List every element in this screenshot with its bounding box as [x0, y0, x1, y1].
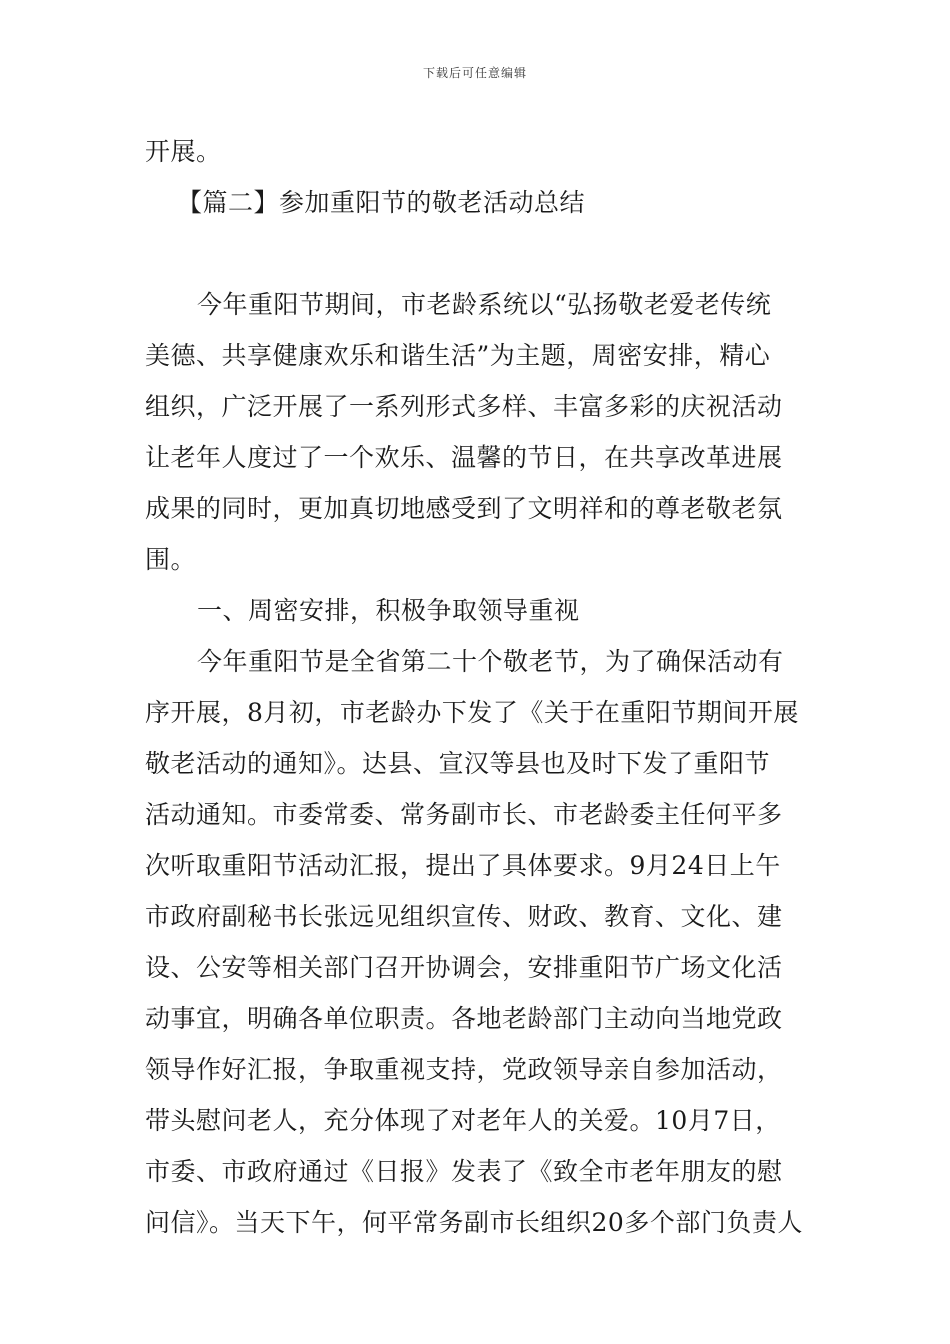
paragraph-line: 领导作好汇报，争取重视支持，党政领导亲自参加活动， — [145, 1055, 783, 1084]
paragraph-line: 动事宜，明确各单位职责。各地老龄部门主动向当地党政 — [145, 1004, 783, 1033]
paragraph-line: 组织，广泛开展了一系列形式多样、丰富多彩的庆祝活动 — [145, 392, 783, 421]
document-body — [145, 126, 807, 1248]
paragraph-line: 让老年人度过了一个欢乐、温馨的节日，在共享改革进展 — [145, 443, 783, 472]
paragraph-line: 开展。 — [145, 137, 222, 166]
paragraph-line: 成果的同时，更加真切地感受到了文明祥和的尊老敬老氛 — [145, 494, 783, 523]
paragraph-line: 围。 — [145, 545, 197, 574]
paragraph-line: 市委、市政府通过《日报》发表了《致全市老年朋友的慰 — [145, 1157, 783, 1186]
paragraph-line: 问信》。当天下午，何平常务副市长组织20多个部门负责人 — [145, 1208, 803, 1237]
blank-line — [145, 228, 807, 279]
paragraph-line: 设、公安等相关部门召开协调会，安排重阳节广场文化活 — [145, 953, 783, 982]
subsection-heading: 一、周密安排，积极争取领导重视 — [197, 596, 580, 625]
paragraph-line: 敬老活动的通知》。达县、宣汉等县也及时下发了重阳节 — [145, 749, 771, 778]
paragraph-line: 次听取重阳节活动汇报，提出了具体要求。9月24日上午 — [145, 851, 781, 880]
paragraph-line: 今年重阳节期间，市老龄系统以“弘扬敬老爱老传统 — [197, 290, 772, 319]
paragraph-line: 今年重阳节是全省第二十个敬老节，为了确保活动有 — [197, 647, 784, 676]
paragraph-line: 美德、共享健康欢乐和谐生活”为主题，周密安排，精心 — [145, 341, 771, 370]
paragraph-line: 带头慰问老人，充分体现了对老年人的关爱。10月7日， — [145, 1106, 781, 1135]
paragraph-line: 活动通知。市委常委、常务副市长、市老龄委主任何平多 — [145, 800, 783, 829]
section-heading: 【篇二】参加重阳节的敬老活动总结 — [177, 188, 586, 217]
page-header-note: 下载后可任意编辑 — [422, 66, 527, 80]
paragraph-line: 市政府副秘书长张远见组织宣传、财政、教育、文化、建 — [145, 902, 783, 931]
paragraph-line: 序开展，8月初，市老龄办下发了《关于在重阳节期间开展 — [145, 698, 799, 727]
